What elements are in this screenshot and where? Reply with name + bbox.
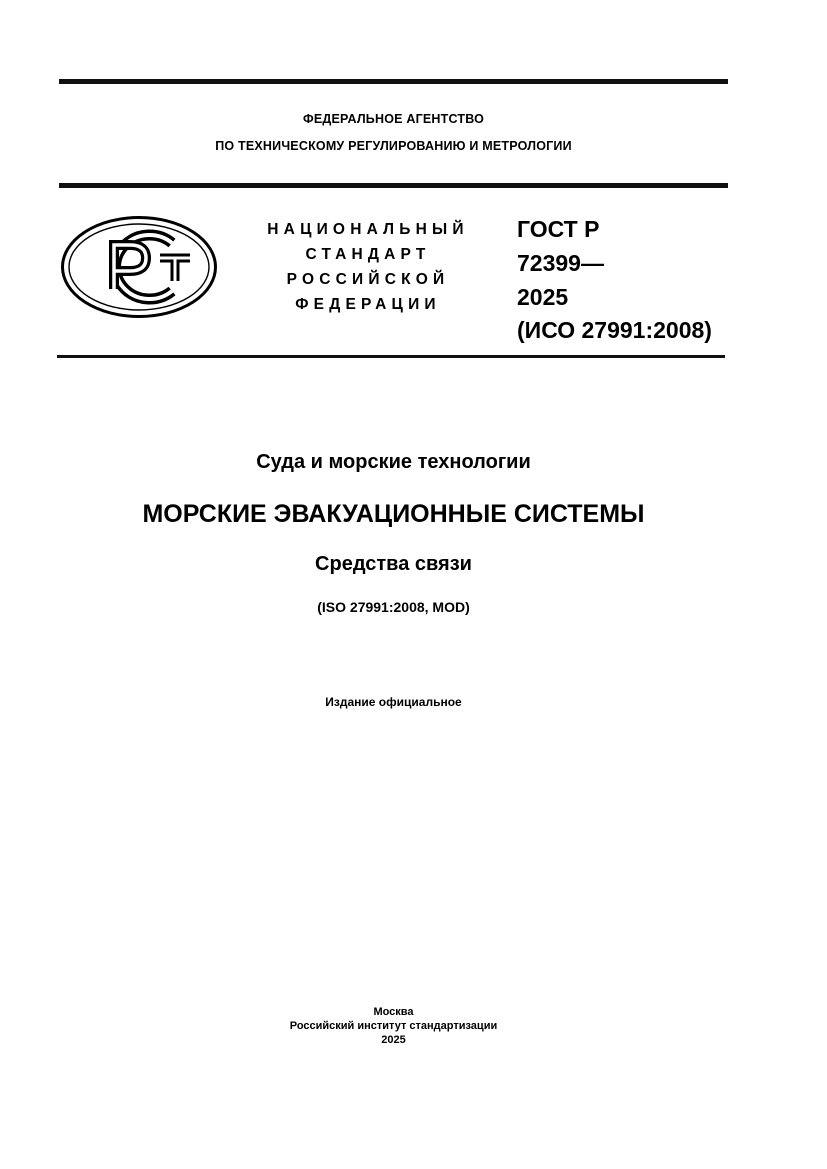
designation-line-1: ГОСТ Р	[517, 216, 600, 242]
national-standard-line-4: ФЕДЕРАЦИИ	[295, 296, 441, 313]
national-standard-line-1: НАЦИОНАЛЬНЫЙ	[267, 221, 469, 238]
top-rule	[59, 79, 728, 84]
title-main: МОРСКИЕ ЭВАКУАЦИОННЫЕ СИСТЕМЫ	[142, 500, 645, 528]
mid-rule	[57, 355, 725, 358]
rst-logo	[60, 215, 218, 319]
agency-line-2: ПО ТЕХНИЧЕСКОМУ РЕГУЛИРОВАНИЮ И МЕТРОЛОГИИ	[215, 139, 572, 153]
title-group: Суда и морские технологии	[256, 451, 531, 473]
publisher-org: Российский институт стандартизации	[289, 1020, 498, 1032]
national-standard-line-3: РОССИЙСКОЙ	[286, 271, 450, 288]
designation-line-3: 2025	[517, 284, 569, 310]
rst-certification-mark-icon	[60, 215, 218, 319]
agency-line-1: ФЕДЕРАЛЬНОЕ АГЕНТСТВО	[302, 112, 485, 126]
publisher-year: 2025	[381, 1034, 406, 1046]
title-sub: Средства связи	[315, 553, 472, 575]
header-rule	[59, 183, 728, 188]
designation-line-2: 72399—	[517, 250, 604, 276]
publisher-city: Москва	[373, 1006, 414, 1018]
title-ref: (ISO 27991:2008, MOD)	[317, 599, 470, 615]
edition-label: Издание официальное	[325, 695, 462, 709]
designation-line-4: (ИСО 27991:2008)	[517, 317, 712, 343]
national-standard-line-2: СТАНДАРТ	[305, 246, 431, 263]
